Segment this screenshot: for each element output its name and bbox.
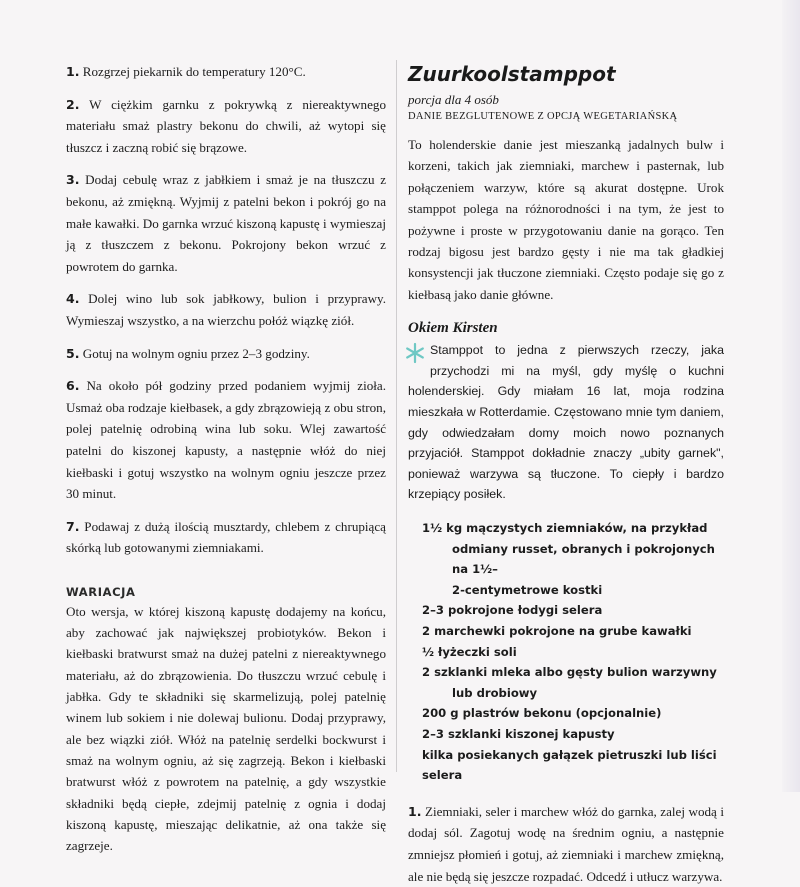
step-number: 7. <box>66 518 80 534</box>
kirsten-text: Stamppot to jedna z pierwszych rzeczy, jaka przychodzi mi na myśl, gdy myślę o kuchni holenderskiej. Gdy miałam 16 lat, moja rodzina mieszkała w Rotterdamie. Częstowano mnie tym daniem, gdy odwiedzałam domy moich nowo poznanych przyjaciół. Stamppot dokładnie znaczy „ubity garnek", ponieważ warzywa są tłuczone. To ciepły i bardzo krzepiący posiłek. <box>408 343 724 502</box>
step-text: Dolej wino lub sok jabłkowy, bulion i przyprawy. Wymieszaj wszystko, a na wierzchu połóż wiązkę ziół. <box>66 291 386 328</box>
variation-text: Oto wersja, w której kiszoną kapustę dodajemy na końcu, aby zachować jak największej probiotyków. Bekon i kiełbaski bratwurst smaż na dużej patelni z niereaktywnego materiału, aż do zbrązowienia. Do tłuszczu wrzuć cebulę i jabłka. Gdy te składniki się skarmelizują, polej patelnię winem lub sokiem i nie dolewaj bulionu. Dodaj przyprawy, ale bez wiązki ziół. Włóż na patelnię serdelki bockwurst i smaż na wolnym ogniu, aż się zagrzeją. Bekon i kiełbaski bratwurst włóż z powrotem na patelnię, a gdy wszystkie składniki będą ciepłe, zdejmij patelnię z ognia i dodaj kiszoną kapustę, mieszając delikatnie, aż ona także się zagrzeje. <box>66 603 386 854</box>
step-number: 5. <box>66 345 80 361</box>
ingredient-item: lub drobiowy <box>452 685 538 700</box>
step-text: Na około pół godziny przed podaniem wyjmij zioła. Usmaż oba rodzaje kiełbasek, a gdy zbrązowieją z obu stron, polej patelnię odrobiną wina lub soku. Wlej zawartość patelni do kiszonej kapusty, a następnie włóż do niej kiełbaski i gotuj wszystko na wolnym ogniu jeszcze przez 30 minut. <box>66 378 386 502</box>
snowflake-icon <box>404 342 426 364</box>
diet-tag: DANIE BEZGLUTENOWE Z OPCJĄ WEGETARIAŃSKĄ <box>408 111 678 122</box>
variation-heading: WARIACJA <box>66 584 136 599</box>
ingredient-item: 2 marchewki pokrojone na grube kawałki <box>422 623 692 638</box>
step-text: Gotuj na wolnym ogniu przez 2–3 godziny. <box>82 345 310 361</box>
method-step-5 <box>66 343 386 365</box>
ingredient-item: 2 szklanki mleka albo gęsty bulion warzywny <box>422 665 717 680</box>
ingredient-item: 2-centymetrowe kostki <box>452 582 603 597</box>
step-number: 1. <box>408 803 422 819</box>
method-step-6 <box>66 375 386 505</box>
method-step-4 <box>66 288 386 331</box>
step-text: Rozgrzej piekarnik do temperatury 120°C. <box>82 64 306 79</box>
column-divider <box>396 60 397 772</box>
ingredient-item: 2–3 pokrojone łodygi selera <box>422 603 603 618</box>
right-column <box>408 61 724 887</box>
kirsten-note <box>408 340 724 505</box>
kirsten-heading: Okiem Kirsten <box>408 320 498 337</box>
ingredient-item: kilka posiekanych gałązek pietruszki lub liści selera <box>422 747 717 783</box>
step-number: 2. <box>66 96 80 112</box>
left-column <box>66 61 386 856</box>
step-text: Podawaj z dużą ilością musztardy, chlebem z chrupiącą skórką lub gotowanymi ziemniakami. <box>66 518 386 556</box>
method-step-3 <box>66 169 386 277</box>
method-step-7 <box>66 516 386 559</box>
ingredient-list <box>408 518 724 786</box>
step-number: 3. <box>66 172 80 188</box>
ingredient-item: 2–3 szklanki kiszonej kapusty <box>422 726 615 741</box>
ingredient-item: odmiany russet, obranych i pokrojonych na 1½– <box>452 541 715 577</box>
method-step-1 <box>66 61 386 83</box>
ingredient-item: 200 g plastrów bekonu (opcjonalnie) <box>422 706 662 721</box>
step-text: Ziemniaki, seler i marchew włóż do garnka, zalej wodą i dodaj sól. Zagotuj wodę na średnim ogniu, a następnie zmniejsz płomień i gotuj, aż ziemniaki i marchew zmiękną, ale nie będą się jeszcze rozpadać. Odcedź i utłucz warzywa. <box>408 803 724 884</box>
method-step-2 <box>66 94 386 159</box>
step-number: 6. <box>66 378 80 394</box>
portion-info: porcja dla 4 osób <box>408 92 499 107</box>
step-number: 4. <box>66 291 80 307</box>
recipe-title: Zuurkoolstamppot <box>408 62 616 86</box>
method-step-right-1 <box>408 801 724 887</box>
step-text: W ciężkim garnku z pokrywką z niereaktywnego materiału smaż plastry bekonu do chwili, aż wytopi się tłuszcz i zaczną robić się brązowe. <box>66 96 386 155</box>
recipe-intro: To holenderskie danie jest mieszanką jadalnych bulw i korzeni, takich jak ziemniaki, marchew i pasternak, lub połączeniem warzyw, które są akurat dostępne. Urok stamppot polega na różnorodności i na tym, że jest to pożywne i proste w przygotowaniu danie na gorąco. Ten rodzaj bigosu jest bardzo gęsty i nie ma tak gładkiej konsystencji jak tłuczone ziemniaki. Często podaje się go z kiełbasą jako danie główne. <box>408 137 724 302</box>
page-edge-shadow <box>782 0 800 792</box>
step-text: Dodaj cebulę wraz z jabłkiem i smaż je na tłuszczu z bekonu, aż zmiękną. Wyjmij z patelni bekon i pokrój go na małe kawałki. Do garnka wrzuć kiszoną kapustę i wymieszaj ją z tłuszczem z bekonu. Pokrojony bekon wrzuć z powrotem do garnka. <box>66 172 387 274</box>
step-number: 1. <box>66 64 80 79</box>
ingredient-item: 1½ kg mączystych ziemniaków, na przykład <box>422 521 708 535</box>
ingredient-item: ½ łyżeczki soli <box>422 644 517 659</box>
